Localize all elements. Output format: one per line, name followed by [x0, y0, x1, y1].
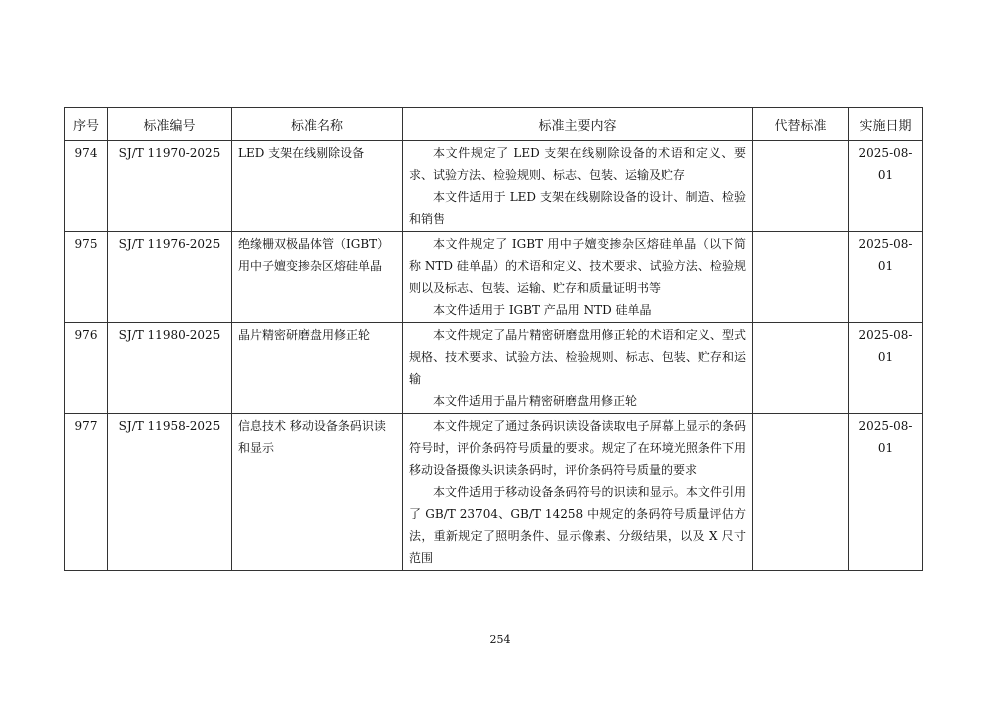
implementation-date-cell: 2025-08-01 — [849, 232, 923, 323]
table-row — [65, 232, 923, 323]
standard-code-cell: SJ/T 11976-2025 — [108, 232, 232, 323]
content-paragraph: 本文件适用于 IGBT 产品用 NTD 硅单晶 — [433, 303, 652, 317]
header-implementation-date: 实施日期 — [849, 108, 923, 141]
header-standard-name: 标准名称 — [232, 108, 403, 141]
header-standard-code: 标准编号 — [108, 108, 232, 141]
main-content-cell — [403, 141, 753, 232]
standard-code-cell: SJ/T 11980-2025 — [108, 323, 232, 414]
table-row — [65, 323, 923, 414]
replaced-standard-cell — [753, 414, 849, 571]
header-serial-no: 序号 — [65, 108, 108, 141]
standard-name-cell: 晶片精密研磨盘用修正轮 — [232, 323, 403, 414]
header-replaced-standard: 代替标准 — [753, 108, 849, 141]
table-row — [65, 414, 923, 571]
content-paragraph: 本文件适用于 LED 支架在线剔除设备的设计、制造、检验和销售 — [409, 190, 746, 226]
implementation-date-cell: 2025-08-01 — [849, 414, 923, 571]
implementation-date-cell: 2025-08-01 — [849, 141, 923, 232]
table-row — [65, 141, 923, 232]
standard-name-cell: 信息技术 移动设备条码识读和显示 — [232, 414, 403, 571]
serial-no-cell: 975 — [65, 232, 108, 323]
main-content-cell — [403, 414, 753, 571]
page-number: 254 — [489, 633, 511, 646]
main-content-cell — [403, 232, 753, 323]
replaced-standard-cell — [753, 323, 849, 414]
content-paragraph: 本文件适用于晶片精密研磨盘用修正轮 — [433, 394, 638, 408]
replaced-standard-cell — [753, 232, 849, 323]
serial-no-cell: 974 — [65, 141, 108, 232]
table-header-row — [65, 108, 923, 141]
standard-code-cell: SJ/T 11970-2025 — [108, 141, 232, 232]
content-paragraph: 本文件规定了通过条码识读设备读取电子屏幕上显示的条码符号时，评价条码符号质量的要求。规定了在环境光照条件下用移动设备摄像头识读条码时，评价条码符号质量的要求 — [409, 419, 746, 477]
standard-name-cell: 绝缘栅双极晶体管（IGBT）用中子嬗变掺杂区熔硅单晶 — [232, 232, 403, 323]
serial-no-cell: 977 — [65, 414, 108, 571]
content-paragraph: 本文件规定了晶片精密研磨盘用修正轮的术语和定义、型式规格、技术要求、试验方法、检验规则、标志、包装、贮存和运输 — [409, 328, 746, 386]
replaced-standard-cell — [753, 141, 849, 232]
standard-name-cell: LED 支架在线剔除设备 — [232, 141, 403, 232]
implementation-date-cell: 2025-08-01 — [849, 323, 923, 414]
standard-code-cell: SJ/T 11958-2025 — [108, 414, 232, 571]
content-paragraph: 本文件规定了 LED 支架在线剔除设备的术语和定义、要求、试验方法、检验规则、标志、包装、运输及贮存 — [409, 146, 746, 182]
main-content-cell — [403, 323, 753, 414]
content-paragraph: 本文件适用于移动设备条码符号的识读和显示。本文件引用了 GB/T 23704、GB/T 14258 中规定的条码符号质量评估方法，重新规定了照明条件、显示像素、分级结果，以及 X 尺寸范围 — [409, 485, 746, 565]
standards-table — [64, 107, 923, 571]
serial-no-cell: 976 — [65, 323, 108, 414]
header-main-content: 标准主要内容 — [403, 108, 753, 141]
content-paragraph: 本文件规定了 IGBT 用中子嬗变掺杂区熔硅单晶（以下简称 NTD 硅单晶）的术语和定义、技术要求、试验方法、检验规则以及标志、包装、运输、贮存和质量证明书等 — [409, 237, 746, 295]
